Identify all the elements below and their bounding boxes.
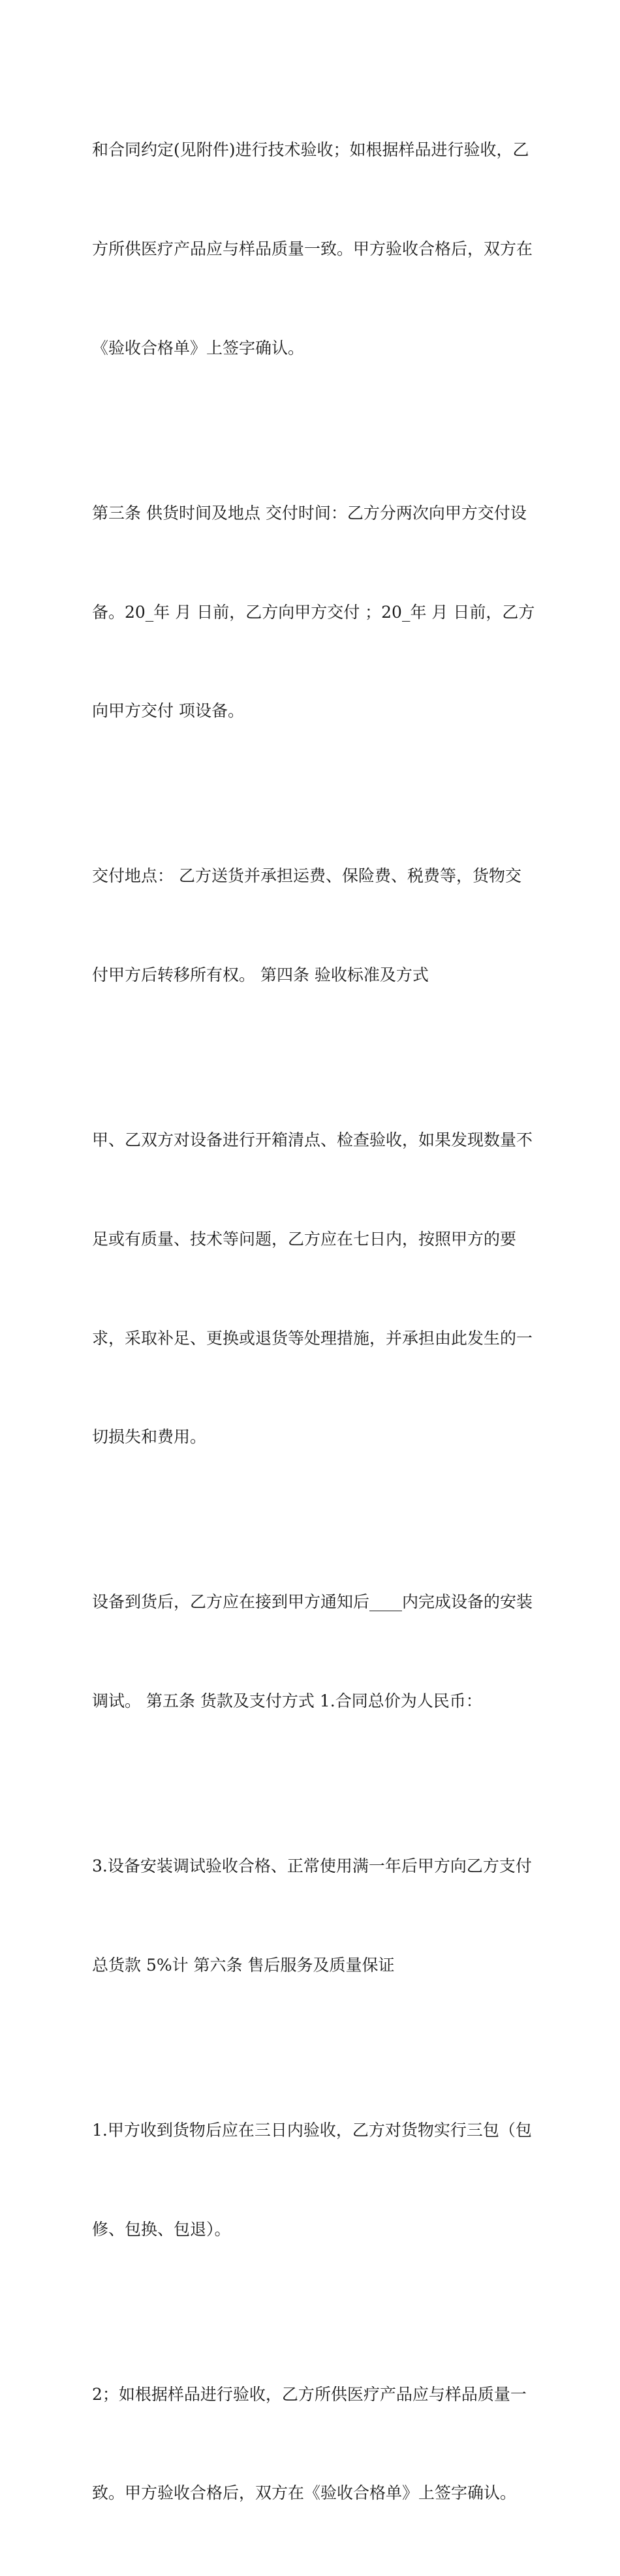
text-line: 和合同约定(见附件)进行技术验收；如根据样品进行验收，乙 (92, 140, 529, 160)
text-line: 3.设备安装调试验收合格、正常使用满一年后甲方向乙方支付 (92, 1856, 532, 1876)
text-line: 设备到货后，乙方应在接到甲方通知后____内完成设备的安装 (92, 1592, 533, 1612)
paragraph-inspection (92, 1058, 536, 1520)
text-line: 第三条 供货时间及地点 交付时间：乙方分两次向甲方交付设 (92, 503, 527, 523)
paragraph-after-sales-1 (92, 2048, 536, 2312)
text-line: 切损失和费用。 (92, 1427, 207, 1447)
text-line: 1.甲方收到货物后应在三日内验收，乙方对货物实行三包（包 (92, 2120, 532, 2140)
document-body (92, 68, 536, 2576)
text-line: 《验收合格单》上签字确认。 (92, 338, 305, 357)
text-line: 致。甲方验收合格后，双方在《验收合格单》上签字确认。 (92, 2483, 517, 2503)
text-line: 足或有质量、技术等问题，乙方应在七日内，按照甲方的要 (92, 1229, 517, 1249)
paragraph-article-3-delivery-time (92, 431, 536, 795)
paragraph-after-sales-2 (92, 2312, 536, 2576)
text-line: 求，采取补足、更换或退货等处理措施，并承担由此发生的一 (92, 1328, 533, 1348)
text-line: 向甲方交付 项设备。 (92, 701, 244, 721)
text-line: 方所供医疗产品应与样品质量一致。甲方验收合格后，双方在 (92, 239, 533, 258)
text-line: 调试。 第五条 货款及支付方式 1.合同总价为人民币： (92, 1691, 482, 1711)
paragraph-payment (92, 1784, 536, 2048)
text-line: 总货款 5%计 第六条 售后服务及质量保证 (92, 1955, 395, 1975)
paragraph-installation (92, 1520, 536, 1784)
paragraph-delivery-location (92, 794, 536, 1058)
text-line: 备。20_年 月 日前，乙方向甲方交付 ；20_年 月 日前，乙方 (92, 602, 535, 622)
text-line: 甲、乙双方对设备进行开箱清点、检查验收，如果发现数量不 (92, 1130, 533, 1149)
text-line: 交付地点： 乙方送货并承担运费、保险费、税费等，货物交 (92, 866, 521, 886)
text-line: 付甲方后转移所有权。 第四条 验收标准及方式 (92, 965, 429, 985)
paragraph-acceptance-intro (92, 68, 536, 431)
text-line: 修、包换、包退）。 (92, 2219, 231, 2239)
text-line: 2；如根据样品进行验收，乙方所供医疗产品应与样品质量一 (92, 2384, 527, 2404)
